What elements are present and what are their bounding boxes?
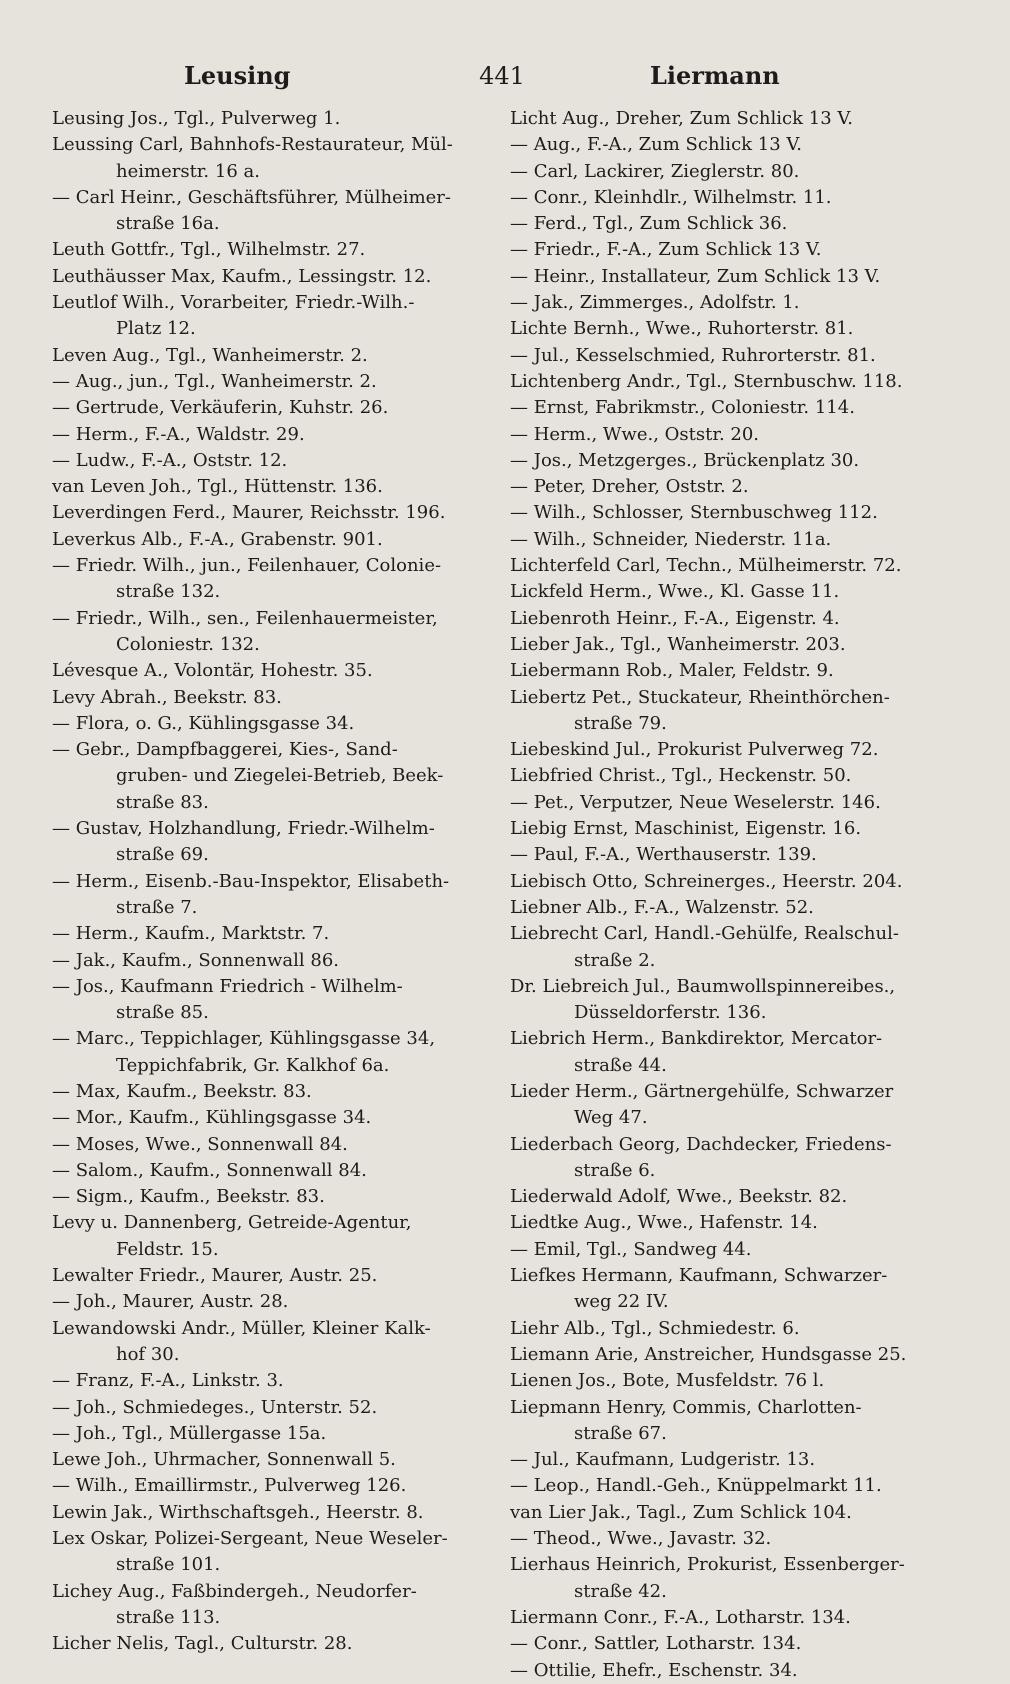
directory-entry-line: Liebenroth Heinr., F.-A., Eigenstr. 4. <box>510 607 840 629</box>
directory-entry-line: Licher Nelis, Tagl., Culturstr. 28. <box>52 1633 353 1655</box>
right-column <box>510 106 960 1684</box>
directory-entry-line: Liebner Alb., F.-A., Walzenstr. 52. <box>510 896 814 918</box>
header-left-keyword: Leusing <box>184 61 291 90</box>
directory-entry-line: Liebeskind Jul., Prokurist Pulverweg 72. <box>510 739 879 761</box>
directory-entry-line: — Paul, F.-A., Werthauserstr. 139. <box>510 844 817 866</box>
directory-entry-line: — Ludw., F.-A., Oststr. 12. <box>52 449 288 471</box>
directory-entry-line: — Peter, Dreher, Oststr. 2. <box>510 476 749 498</box>
directory-entry-line: Dr. Liebreich Jul., Baumwollspinnereibes., <box>510 975 896 997</box>
directory-entry-line: Coloniestr. 132. <box>116 633 260 655</box>
directory-entry-line: — Heinr., Installateur, Zum Schlick 13 V. <box>510 265 881 287</box>
directory-entry-line: Lichte Bernh., Wwe., Ruhorterstr. 81. <box>510 318 854 340</box>
directory-entry-line: — Flora, o. G., Kühlingsgasse 34. <box>52 712 355 734</box>
directory-entry-line: Liebig Ernst, Maschinist, Eigenstr. 16. <box>510 818 862 840</box>
directory-entry-line: — Joh., Schmiedeges., Unterstr. 52. <box>52 1396 378 1418</box>
directory-entry-line: Liebisch Otto, Schreinerges., Heerstr. 204. <box>510 870 903 892</box>
directory-entry-line: Leusing Jos., Tgl., Pulverweg 1. <box>52 108 341 129</box>
directory-entry-line: Lichtenberg Andr., Tgl., Sternbuschw. 118. <box>510 370 903 392</box>
directory-entry-line: — Mor., Kaufm., Kühlingsgasse 34. <box>52 1107 372 1129</box>
directory-entry-line: — Gertrude, Verkäuferin, Kuhstr. 26. <box>52 397 389 419</box>
directory-entry-line: Platz 12. <box>116 318 196 340</box>
directory-entry-line: — Conr., Kleinhdlr., Wilhelmstr. 11. <box>510 186 832 208</box>
directory-entry-line: Licht Aug., Dreher, Zum Schlick 13 V. <box>510 108 853 129</box>
directory-entry-line: straße 83. <box>116 791 209 813</box>
directory-entry-line: — Emil, Tgl., Sandweg 44. <box>510 1238 752 1260</box>
directory-entry-line: — Herm., Wwe., Oststr. 20. <box>510 423 760 445</box>
directory-entry-line: — Jak., Kaufm., Sonnenwall 86. <box>52 949 340 971</box>
directory-entry-line: — Jul., Kaufmann, Ludgeristr. 13. <box>510 1449 816 1471</box>
directory-entry-line: straße 79. <box>574 712 667 734</box>
directory-entry-line: van Leven Joh., Tgl., Hüttenstr. 136. <box>52 476 383 498</box>
directory-entry-line: — Wilh., Emaillirmstr., Pulverweg 126. <box>52 1475 407 1497</box>
directory-entry-line: straße 2. <box>574 949 656 971</box>
directory-entry-line: Lichey Aug., Faßbindergeh., Neudorfer- <box>52 1580 417 1602</box>
directory-entry-line: — Carl Heinr., Geschäftsführer, Mülheimer- <box>52 186 451 208</box>
directory-entry-line: — Ferd., Tgl., Zum Schlick 36. <box>510 213 788 235</box>
directory-entry-line: Leven Aug., Tgl., Wanheimerstr. 2. <box>52 344 368 366</box>
directory-entry-line: straße 69. <box>116 844 209 866</box>
directory-entry-line: Liebermann Rob., Maler, Feldstr. 9. <box>510 660 834 682</box>
directory-entry-line: Lewe Joh., Uhrmacher, Sonnenwall 5. <box>52 1449 396 1471</box>
page-header <box>52 56 958 96</box>
directory-entry-line: straße 7. <box>116 896 198 918</box>
directory-entry-line: Leuth Gottfr., Tgl., Wilhelmstr. 27. <box>52 239 366 261</box>
directory-entry-line: Lewin Jak., Wirthschaftsgeh., Heerstr. 8. <box>52 1501 424 1523</box>
directory-entry-line: straße 42. <box>574 1580 667 1602</box>
directory-entry-line: — Marc., Teppichlager, Kühlingsgasse 34, <box>52 1028 436 1050</box>
directory-entry-line: straße 101. <box>116 1554 221 1576</box>
directory-entry-line: Levy u. Dannenberg, Getreide-Agentur, <box>52 1212 412 1234</box>
directory-entry-line: Lewalter Friedr., Maurer, Austr. 25. <box>52 1265 378 1287</box>
directory-entry-line: — Leop., Handl.-Geh., Knüppelmarkt 11. <box>510 1475 882 1497</box>
directory-entry-line: Lichterfeld Carl, Techn., Mülheimerstr. 72. <box>510 555 902 577</box>
directory-entry-line: straße 44. <box>574 1054 667 1076</box>
directory-entry-line: — Gebr., Dampfbaggerei, Kies-, Sand- <box>52 739 398 761</box>
directory-entry-line: heimerstr. 16 a. <box>116 160 260 182</box>
directory-entry-line: straße 6. <box>574 1159 656 1181</box>
directory-entry-line: — Aug., jun., Tgl., Wanheimerstr. 2. <box>52 370 377 392</box>
directory-entry-line: — Aug., F.-A., Zum Schlick 13 V. <box>510 134 802 156</box>
directory-entry-line: — Salom., Kaufm., Sonnenwall 84. <box>52 1159 367 1181</box>
directory-entry-line: Liebfried Christ., Tgl., Heckenstr. 50. <box>510 765 852 787</box>
directory-entry-line: Lévesque A., Volontär, Hohestr. 35. <box>52 660 373 682</box>
directory-entry-line: Liederbach Georg, Dachdecker, Friedens- <box>510 1133 892 1155</box>
directory-entry-line: Lex Oskar, Polizei-Sergeant, Neue Weseler- <box>52 1528 448 1550</box>
directory-entry-line: straße 67. <box>574 1422 667 1444</box>
directory-entry-line: — Wilh., Schlosser, Sternbuschweg 112. <box>510 502 878 524</box>
directory-entry-line: — Herm., Eisenb.-Bau-Inspektor, Elisabeth- <box>52 870 450 892</box>
directory-entry-line: — Sigm., Kaufm., Beekstr. 83. <box>52 1186 325 1208</box>
directory-entry-line: hof 30. <box>116 1343 180 1365</box>
directory-entry-line: van Lier Jak., Tagl., Zum Schlick 104. <box>510 1501 852 1523</box>
directory-entry-line: — Friedr., Wilh., sen., Feilenhauermeister, <box>52 607 438 629</box>
directory-entry-line: — Theod., Wwe., Javastr. 32. <box>510 1528 772 1550</box>
directory-entry-line: Liermann Conr., F.-A., Lotharstr. 134. <box>510 1606 851 1628</box>
directory-entry-line: — Jos., Kaufmann Friedrich - Wilhelm- <box>52 975 403 997</box>
header-right-keyword: Liermann <box>650 61 780 90</box>
directory-entry-line: — Joh., Maurer, Austr. 28. <box>52 1291 289 1313</box>
directory-entry-line: — Jul., Kesselschmied, Ruhrorterstr. 81. <box>510 344 876 366</box>
directory-entry-line: — Franz, F.-A., Linkstr. 3. <box>52 1370 284 1392</box>
directory-entry-line: Liebertz Pet., Stuckateur, Rheinthörchen- <box>510 686 890 708</box>
directory-entry-line: — Max, Kaufm., Beekstr. 83. <box>52 1080 312 1102</box>
directory-entry-line: Lieber Jak., Tgl., Wanheimerstr. 203. <box>510 633 846 655</box>
directory-entry-line: Lienen Jos., Bote, Musfeldstr. 76 l. <box>510 1370 825 1392</box>
directory-entry-line: Düsseldorferstr. 136. <box>574 1002 767 1024</box>
directory-entry-line: — Joh., Tgl., Müllergasse 15a. <box>52 1422 327 1444</box>
directory-entry-line: Lieder Herm., Gärtnergehülfe, Schwarzer <box>510 1080 894 1102</box>
directory-entry-line: Liedtke Aug., Wwe., Hafenstr. 14. <box>510 1212 818 1234</box>
directory-entry-line: — Herm., Kaufm., Marktstr. 7. <box>52 923 330 945</box>
directory-entry-line: Leutlof Wilh., Vorarbeiter, Friedr.-Wilh.- <box>52 292 415 314</box>
directory-entry-line: Liefkes Hermann, Kaufmann, Schwarzer- <box>510 1265 888 1287</box>
directory-entry-line: — Jak., Zimmerges., Adolfstr. 1. <box>510 292 800 314</box>
directory-entry-line: Weg 47. <box>574 1107 648 1129</box>
directory-entry-line: — Herm., F.-A., Waldstr. 29. <box>52 423 305 445</box>
directory-entry-line: Feldstr. 15. <box>116 1238 219 1260</box>
directory-entry-line: — Ottilie, Ehefr., Eschenstr. 34. <box>510 1659 798 1681</box>
directory-entry-line: Liepmann Henry, Commis, Charlotten- <box>510 1396 862 1418</box>
directory-entry-line: Leussing Carl, Bahnhofs-Restaurateur, Mül- <box>52 134 453 156</box>
directory-entry-line: — Conr., Sattler, Lotharstr. 134. <box>510 1633 802 1655</box>
directory-entry-line: — Friedr., F.-A., Zum Schlick 13 V. <box>510 239 822 261</box>
directory-entry-line: Liebrecht Carl, Handl.-Gehülfe, Realschul- <box>510 923 899 945</box>
directory-entry-line: — Carl, Lackirer, Zieglerstr. 80. <box>510 160 800 182</box>
directory-entry-line: straße 85. <box>116 1002 209 1024</box>
directory-entry-line: Lewandowski Andr., Müller, Kleiner Kalk- <box>52 1317 431 1339</box>
directory-entry-line: — Wilh., Schneider, Niederstr. 11a. <box>510 528 832 550</box>
directory-entry-line: — Ernst, Fabrikmstr., Coloniestr. 114. <box>510 397 855 419</box>
directory-entry-line: — Pet., Verputzer, Neue Weselerstr. 146. <box>510 791 881 813</box>
directory-entry-line: straße 113. <box>116 1606 221 1628</box>
directory-entry-line: Liederwald Adolf, Wwe., Beekstr. 82. <box>510 1186 848 1208</box>
left-column <box>52 106 482 1658</box>
directory-entry-line: weg 22 IV. <box>574 1291 669 1313</box>
directory-entry-line: Teppichfabrik, Gr. Kalkhof 6a. <box>116 1054 390 1076</box>
directory-entry-line: — Moses, Wwe., Sonnenwall 84. <box>52 1133 348 1155</box>
directory-entry-line: Leverkus Alb., F.-A., Grabenstr. 901. <box>52 528 383 550</box>
directory-entry-line: Liehr Alb., Tgl., Schmiedestr. 6. <box>510 1317 800 1339</box>
directory-entry-line: Lickfeld Herm., Wwe., Kl. Gasse 11. <box>510 581 840 603</box>
directory-entry-line: Liemann Arie, Anstreicher, Hundsgasse 25. <box>510 1343 907 1365</box>
directory-entry-line: — Jos., Metzgerges., Brückenplatz 30. <box>510 449 860 471</box>
directory-entry-line: gruben- und Ziegelei-Betrieb, Beek- <box>116 765 444 787</box>
directory-entry-line: Lierhaus Heinrich, Prokurist, Essenberger- <box>510 1554 905 1576</box>
directory-entry-line: straße 132. <box>116 581 221 603</box>
directory-entry-line: Liebrich Herm., Bankdirektor, Mercator- <box>510 1028 883 1050</box>
page-number: 441 <box>479 62 525 90</box>
directory-entry-line: Levy Abrah., Beekstr. 83. <box>52 686 282 708</box>
directory-entry-line: — Gustav, Holzhandlung, Friedr.-Wilhelm- <box>52 818 435 840</box>
directory-entry-line: straße 16a. <box>116 213 220 235</box>
directory-entry-line: Leverdingen Ferd., Maurer, Reichsstr. 196. <box>52 502 446 524</box>
directory-entry-line: — Friedr. Wilh., jun., Feilenhauer, Colonie- <box>52 555 442 577</box>
directory-entry-line: Leuthäusser Max, Kaufm., Lessingstr. 12. <box>52 265 432 287</box>
